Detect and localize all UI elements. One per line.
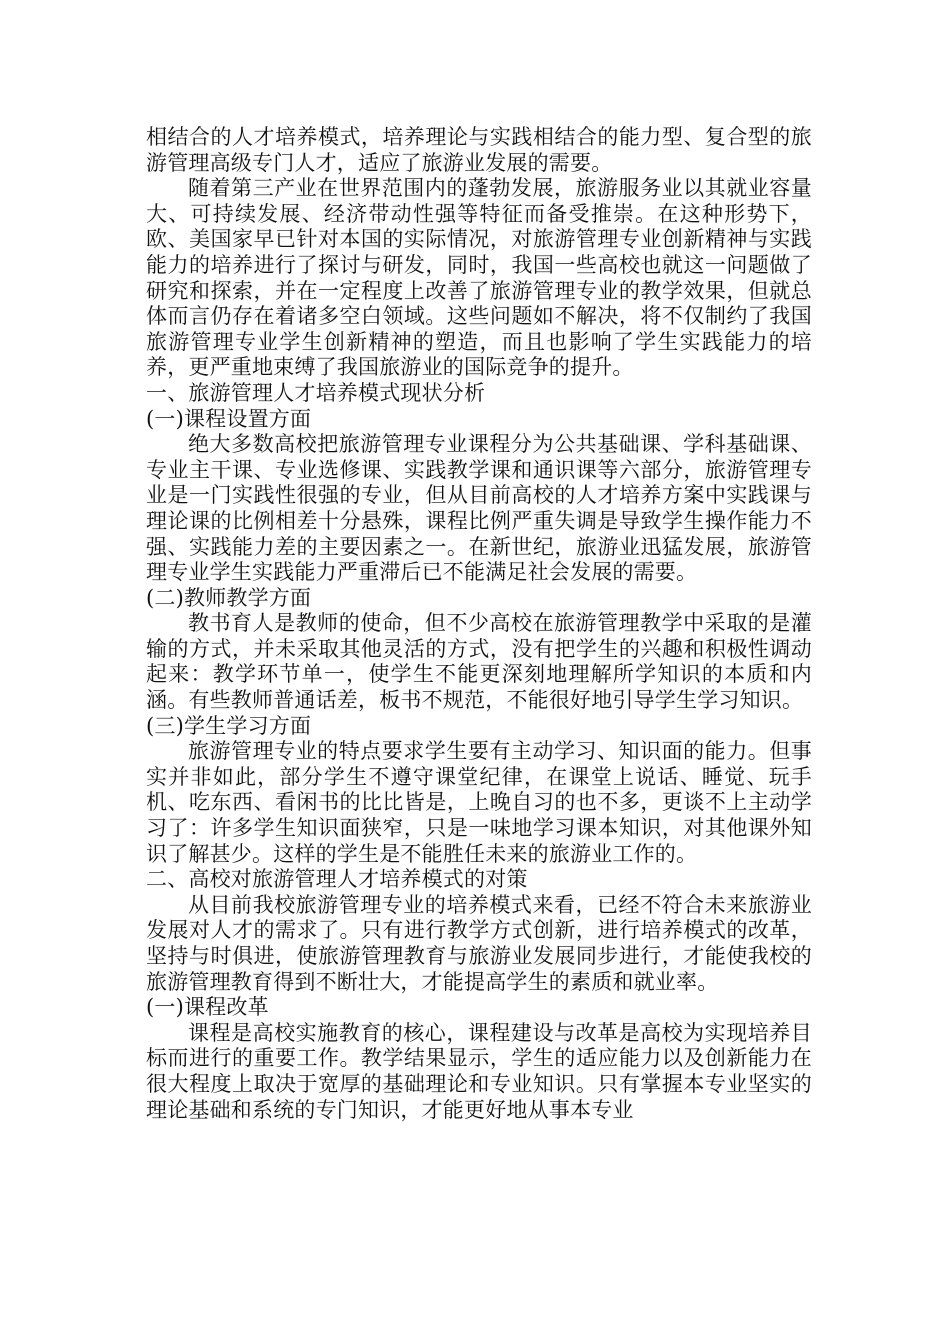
document-page <box>146 125 812 1123</box>
subsection-heading-reform: (一)课程改革 <box>146 995 269 1020</box>
subsection-heading-learning: (三)学生学习方面 <box>146 713 312 738</box>
section-heading-1: 一、旅游管理人才培养模式现状分析 <box>146 380 486 405</box>
paragraph-teaching: 教书育人是教师的使命，但不少高校在旅游管理教学中采取的是灌输的方式，并未采取其他灵活的方式，没有把学生的兴趣和积极性调动起来：教学环节单一，使学生不能更深刻地理解所学知识的本质和内涵。有些教师普通话差，板书不规范，不能很好地引导学生学习知识。 <box>146 611 812 713</box>
paragraph-background: 随着第三产业在世界范围内的蓬勃发展，旅游服务业以其就业容量大、可持续发展、经济带动性强等特征而备受推崇。在这种形势下，欧、美国家早已针对本国的实际情况，对旅游管理专业创新精神与实践能力的培养进行了探讨与研发，同时，我国一些高校也就这一问题做了研究和探索，并在一定程度上改善了旅游管理专业的教学效果，但就总体而言仍存在着诸多空白领域。这些问题如不解决，将不仅制约了我国旅游管理专业学生创新精神的塑造，而且也影响了学生实践能力的培养，更严重地束缚了我国旅游业的国际竞争的提升。 <box>146 176 812 380</box>
paragraph-continuation: 相结合的人才培养模式，培养理论与实践相结合的能力型、复合型的旅游管理高级专门人才，适应了旅游业发展的需要。 <box>146 125 812 175</box>
paragraph-curriculum: 绝大多数高校把旅游管理专业课程分为公共基础课、学科基础课、专业主干课、专业选修课、实践教学课和通识课等六部分，旅游管理专业是一门实践性很强的专业，但从目前高校的人才培养方案中实践课与理论课的比例相差十分悬殊，课程比例严重失调是导致学生操作能力不强、实践能力差的主要因素之一。在新世纪，旅游业迅猛发展，旅游管理专业学生实践能力严重滞后已不能满足社会发展的需要。 <box>146 432 812 585</box>
subsection-heading-curriculum: (一)课程设置方面 <box>146 406 312 431</box>
section-heading-2: 二、高校对旅游管理人才培养模式的对策 <box>146 867 528 892</box>
paragraph-reform: 课程是高校实施教育的核心，课程建设与改革是高校为实现培养目标而进行的重要工作。教学结果显示，学生的适应能力以及创新能力在很大程度上取决于宽厚的基础理论和专业知识。只有掌握本专业坚实的理论基础和系统的专门知识，才能更好地从事本专业 <box>146 1020 812 1122</box>
paragraph-learning: 旅游管理专业的特点要求学生要有主动学习、知识面的能力。但事实并非如此，部分学生不遵守课堂纪律，在课堂上说话、睡觉、玩手机、吃东西、看闲书的比比皆是，上晚自习的也不多，更谈不上主动学习了：许多学生知识面狭窄，只是一味地学习课本知识，对其他课外知识了解甚少。这样的学生是不能胜任未来的旅游业工作的。 <box>146 739 812 866</box>
subsection-heading-teaching: (二)教师教学方面 <box>146 585 312 610</box>
paragraph-countermeasures: 从目前我校旅游管理专业的培养模式来看，已经不符合未来旅游业发展对人才的需求了。只有进行教学方式创新，进行培养模式的改革，坚持与时俱进，使旅游管理教育与旅游业发展同步进行，才能使我校的旅游管理教育得到不断壮大，才能提高学生的素质和就业率。 <box>146 892 812 994</box>
